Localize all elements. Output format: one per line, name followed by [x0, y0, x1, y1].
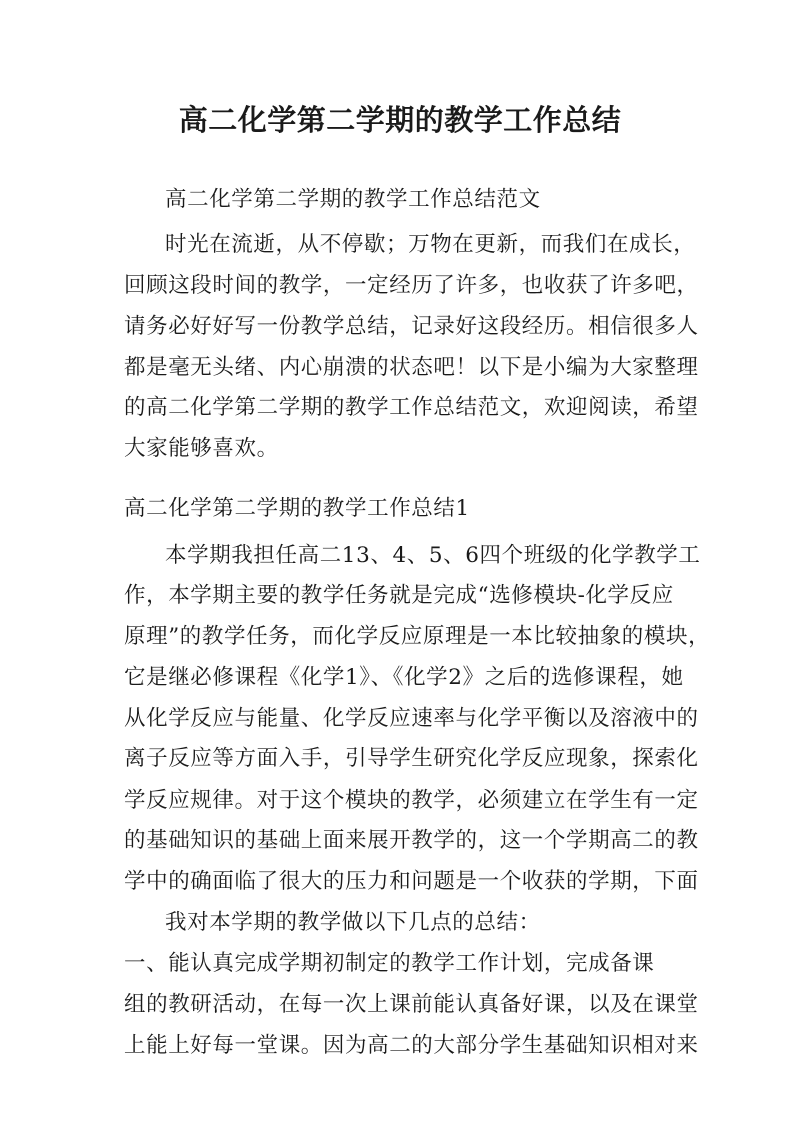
intro-line: 的高二化学第二学期的教学工作总结范文，欢迎阅读，希望 [124, 395, 699, 420]
subtitle-line: 高二化学第二学期的教学工作总结范文 [165, 187, 541, 212]
section-heading: 高二化学第二学期的教学工作总结1 [124, 496, 470, 521]
intro-line: 都是毫无头绪、内心崩溃的状态吧！以下是小编为大家整理 [124, 355, 699, 380]
intro-line: 时光在流逝，从不停歇；万物在更新，而我们在成长， [165, 232, 696, 257]
body-line: 一、能认真完成学期初制定的教学工作计划，完成备课 [124, 951, 655, 976]
body-line: 离子反应等方面入手，引导学生研究化学反应现象，探索化 [124, 746, 699, 771]
body-line: 的基础知识的基础上面来展开教学的，这一个学期高二的教 [124, 828, 699, 853]
body-line: 组的教研活动，在每一次上课前能认真备好课，以及在课堂 [124, 992, 699, 1017]
body-line: 作，本学期主要的教学任务就是完成“选修模块-化学反应 [124, 583, 674, 608]
intro-line: 请务必好好写一份教学总结，记录好这段经历。相信很多人 [124, 314, 699, 339]
body-line: 学反应规律。对于这个模块的教学，必须建立在学生有一定 [124, 788, 699, 813]
body-line: 本学期我担任高二13、4、5、6四个班级的化学教学工 [165, 543, 701, 568]
body-line: 它是继必修课程《化学1》、《化学2》之后的选修课程，她 [124, 665, 684, 690]
body-line: 原理”的教学任务，而化学反应原理是一本比较抽象的模块， [124, 624, 711, 649]
document-title: 高二化学第二学期的教学工作总结 [178, 103, 622, 137]
body-line: 我对本学期的教学做以下几点的总结： [165, 910, 541, 935]
body-line: 从化学反应与能量、化学反应速率与化学平衡以及溶液中的 [124, 706, 699, 731]
intro-line: 大家能够喜欢。 [124, 436, 279, 461]
body-line: 上能上好每一堂课。因为高二的大部分学生基础知识相对来 [124, 1033, 699, 1058]
body-line: 学中的确面临了很大的压力和问题是一个收获的学期，下面 [124, 869, 699, 894]
intro-line: 回顾这段时间的教学，一定经历了许多，也收获了许多吧， [124, 273, 699, 298]
